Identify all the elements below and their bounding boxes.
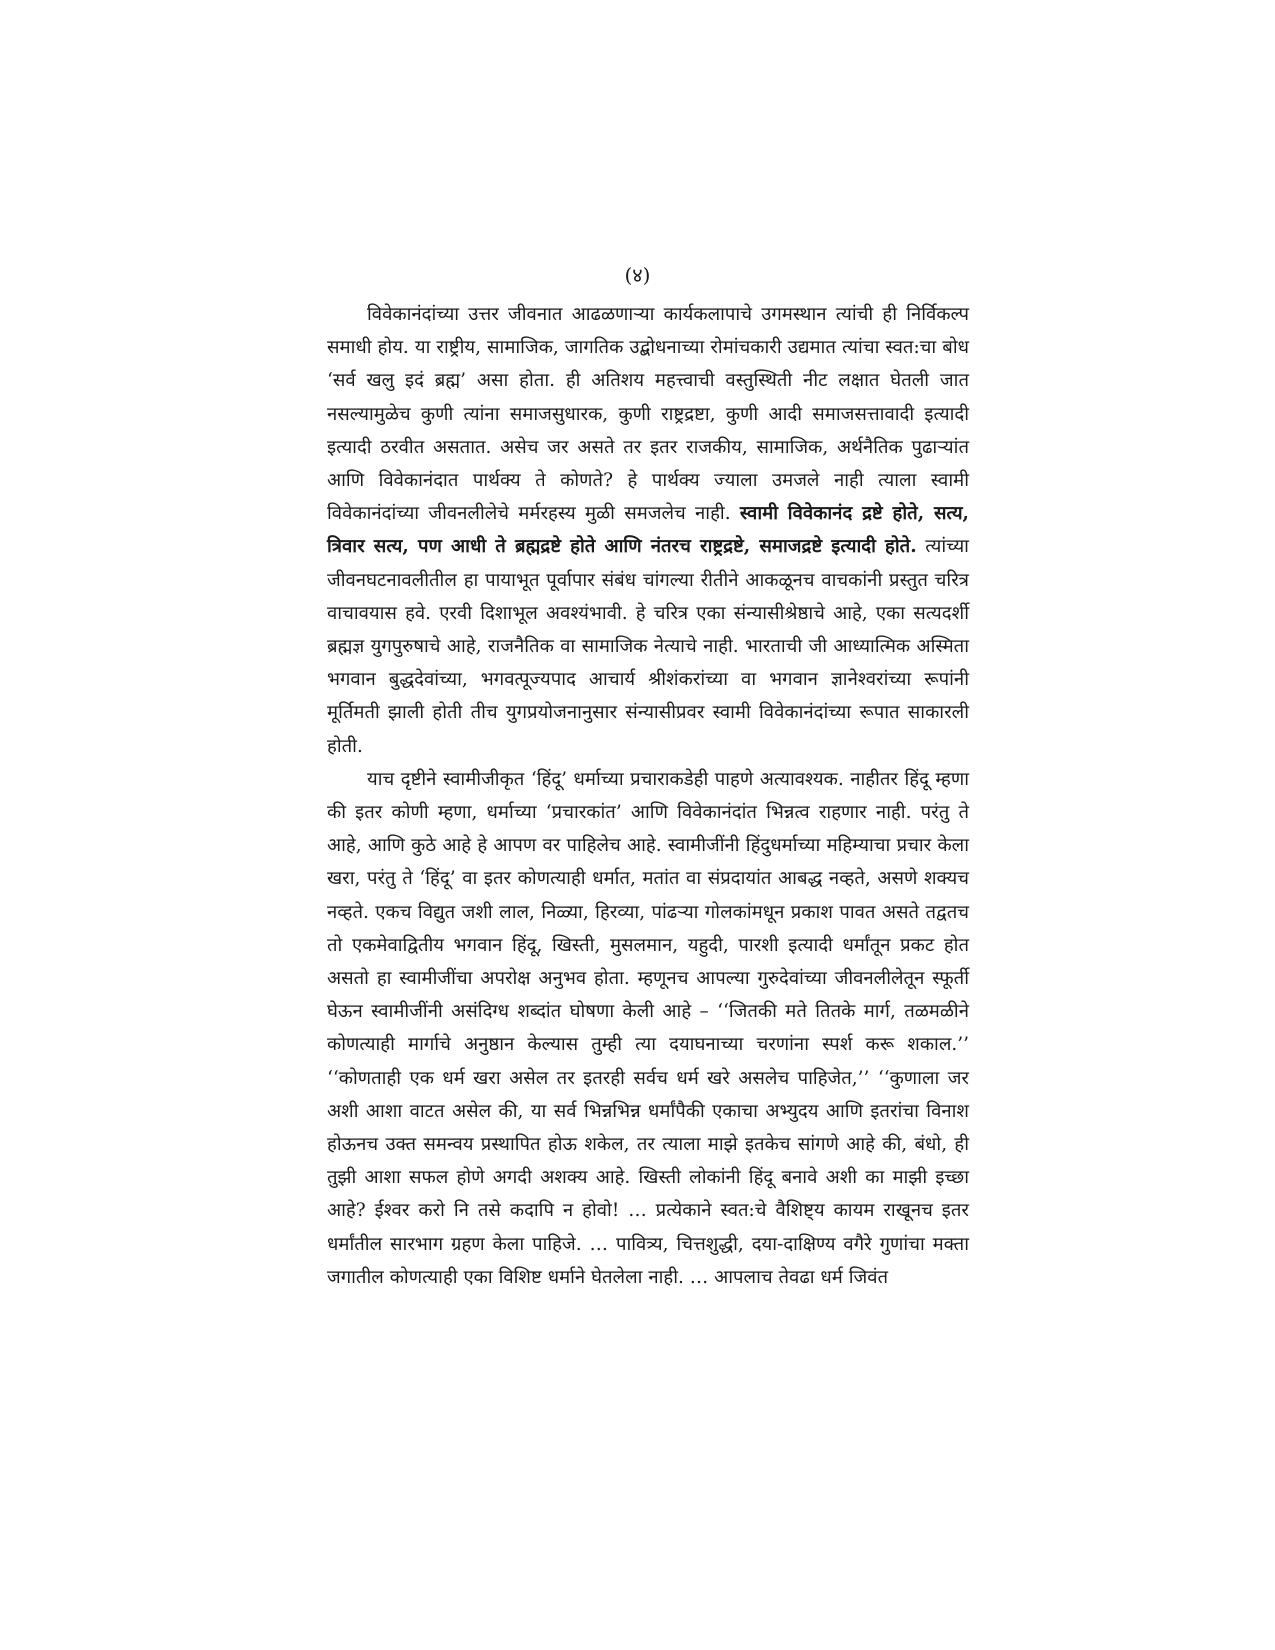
paragraph-2-text: याच दृष्टीने स्वामीजीकृत ‘हिंदू’ धर्माच्या प्रचाराकडेही पाहणे अत्यावश्यक. नाहीतर हिंदू म्हणा की इतर कोणी म्हणा, धर्माच्या ‘प्रचारकांत’ आणि विवेकानंदांत भिन्नत्व राहणार नाही. परंतु ते आहे, आणि कुठे आहे हे आपण वर पाहिलेच आहे. स्वामीजींनी हिंदुधर्माच्या महिम्याचा प्रचार केला खरा, परंतु ते ‘हिंदू’ वा इतर कोणत्याही धर्मात, मतांत वा संप्रदायांत आबद्ध नव्हते, असणे शक्यच नव्हते. एकच विद्युत जशी लाल, निळ्या, हिरव्या, पांढऱ्या गोलकांमधून प्रकाश पावत असते तद्वतच तो एकमेवाद्वितीय भगवान हिंदू, खिस्ती, मुसलमान, यहुदी, पारशी इत्यादी धर्मांतून प्रकट होत असतो हा स्वामीजींचा अपरोक्ष अनुभव होता. म्हणूनच आपल्या गुरुदेवांच्या जीवनलीलेतून स्फूर्ती घेऊन स्वामीजींनी असंदिग्ध शब्दांत घोषणा केली आहे – ‘‘जितकी मते तितके मार्ग, तळमळीने कोणत्याही मार्गाचे अनुष्ठान केल्यास तुम्ही त्या दयाघनाच्या चरणांना स्पर्श करू शकाल.’’ ‘‘कोणताही एक धर्म खरा असेल तर इतरही सर्वच धर्म खरे असलेच पाहिजेत,’’ ‘‘कुणाला जर अशी आशा वाटत असेल की, या सर्व भिन्नभिन्न धर्मांपैकी एकाचा अभ्युदय आणि इतरांचा विनाश होऊनच उक्त समन्वय प्रस्थापित होऊ शकेल, तर त्याला माझे इतकेच सांगणे आहे की, बंधो, ही तुझी आशा सफल होणे अगदी अशक्य आहे. खिस्ती लोकांनी हिंदू बनावे अशी का माझी इच्छा आहे? ईश्वर करो नि तसे कदापि न होवो! … प्रत्येकाने स्वत:चे वैशिष्ट्य कायम राखूनच इतर धर्मांतील सारभाग ग्रहण केला पाहिजे. … पावित्र्य, चित्तशुद्धी, दया-दाक्षिण्य वगैरे गुणांचा मक्ता जगातील कोणत्याही एका विशिष्ट धर्माने घेतलेला नाही. … आपलाच तेवढा धर्म जिवंत xyxy=(327,768,969,1288)
body-text xyxy=(327,298,969,1294)
paragraph-1-bold-text: स्वामी विवेकानंद द्रष्टे होते, सत्य, त्रिवार सत्य, पण आधी ते ब्रह्मद्रष्टे होते आणि नंतरच राष्ट्रद्रष्टे, समाजद्रष्टे इत्यादी होते. xyxy=(327,503,969,558)
paragraph-1-text: विवेकानंदांच्या उत्तर जीवनात आढळणाऱ्या कार्यकलापाचे उगमस्थान त्यांची ही निर्विकल्प समाधी होय. या राष्ट्रीय, सामाजिक, जागतिक उद्बोधनाच्या रोमांचकारी उद्यमात त्यांचा स्वत:चा बोध ‘सर्व खलु इदं ब्रह्म’ असा होता. ही अतिशय महत्त्वाची वस्तुस्थिती नीट लक्षात घेतली जात नसल्यामुळेच कुणी त्यांना समाजसुधारक, कुणी राष्ट्रद्रष्टा, कुणी आदी समाजसत्तावादी इत्यादी इत्यादी ठरवीत असतात. असेच जर असते तर इतर राजकीय, सामाजिक, अर्थनैतिक पुढाऱ्यांत आणि विवेकानंदात पार्थक्य ते कोणते? हे पार्थक्य ज्याला उमजले नाही त्याला स्वामी विवेकानंदांच्या जीवनलीलेचे मर्मरहस्य मुळी समजलेच नाही. xyxy=(327,304,969,525)
page-number: (४) xyxy=(624,263,651,287)
paragraph-1 xyxy=(327,298,969,763)
paragraph-2 xyxy=(327,763,969,1294)
paragraph-1-text-continued: त्यांच्या जीवनघटनावलीतील हा पायाभूत पूर्वापार संबंध चांगल्या रीतीने आकळूनच वाचकांनी प्रस्तुत चरित्र वाचावयास हवे. एरवी दिशाभूल अवश्यंभावी. हे चरित्र एका संन्यासीश्रेष्ठाचे आहे, एका सत्यदर्शी ब्रह्मज्ञ युगपुरुषाचे आहे, राजनैतिक वा सामाजिक नेत्याचे नाही. भारताची जी आध्यात्मिक अस्मिता भगवान बुद्धदेवांच्या, भगवत्पूज्यपाद आचार्य श्रीशंकरांच्या वा भगवान ज्ञानेश्वरांच्या रूपांनी मूर्तिमती झाली होती तीच युगप्रयोजनानुसार संन्यासीप्रवर स्वामी विवेकानंदांच्या रूपात साकारली होती. xyxy=(327,536,969,757)
